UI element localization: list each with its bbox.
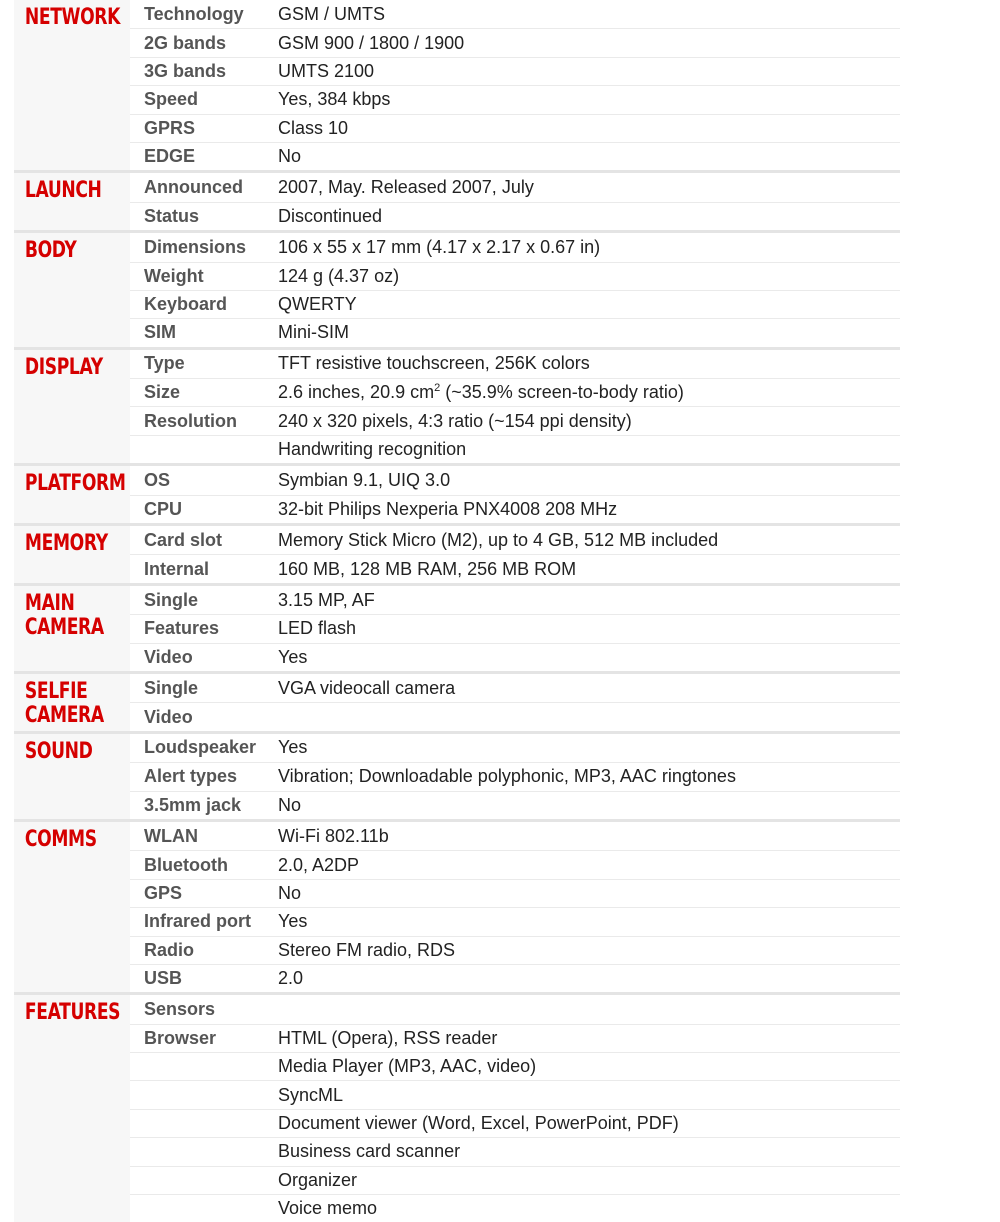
spec-row: [130, 614, 900, 642]
spec-key: Radio: [144, 939, 195, 960]
spec-row: [130, 85, 900, 113]
spec-key: Single: [144, 589, 199, 610]
spec-row: [130, 0, 900, 28]
spec-value-superscript: 2: [434, 382, 441, 395]
spec-value: UMTS 2100: [278, 60, 375, 81]
spec-section: [14, 731, 900, 819]
spec-section: [14, 463, 900, 523]
spec-row: [130, 114, 900, 142]
spec-section: [14, 170, 900, 230]
spec-value-text-after: (~35.9% screen-to-body ratio): [440, 382, 684, 403]
section-label: MAIN CAMERA: [24, 590, 104, 640]
spec-row: [130, 350, 900, 378]
spec-rows: [130, 734, 900, 819]
spec-value: GSM / UMTS: [278, 3, 385, 24]
spec-value: 2.0: [278, 968, 304, 989]
spec-value: Class 10: [278, 117, 349, 138]
spec-rows: [130, 586, 900, 671]
spec-key: Alert types: [144, 766, 238, 787]
spec-key: Resolution: [144, 410, 237, 431]
spec-value: TFT resistive touchscreen, 256K colors: [278, 353, 590, 374]
spec-row: [130, 406, 900, 434]
spec-value: Yes: [278, 911, 308, 932]
spec-value: Business card scanner: [278, 1141, 461, 1162]
spec-value: No: [278, 146, 302, 167]
spec-section: [14, 819, 900, 992]
spec-key: Announced: [144, 177, 243, 198]
spec-value: Yes: [278, 737, 308, 758]
spec-value: Mini-SIM: [278, 322, 349, 343]
spec-value: LED flash: [278, 618, 357, 639]
spec-section: [14, 671, 900, 731]
spec-row: [130, 1137, 900, 1165]
spec-key: GPRS: [144, 117, 196, 138]
spec-value: HTML (Opera), RSS reader: [278, 1027, 498, 1048]
spec-value: 160 MB, 128 MB RAM, 256 MB ROM: [278, 558, 577, 579]
spec-key: 2G bands: [144, 32, 227, 53]
spec-value: Discontinued: [278, 205, 383, 226]
spec-row: [130, 1109, 900, 1137]
spec-value: Voice memo: [278, 1198, 378, 1219]
spec-row: [130, 495, 900, 523]
spec-rows: [130, 526, 900, 583]
specs-table: [14, 0, 900, 1222]
spec-row: [130, 907, 900, 935]
spec-row: [130, 879, 900, 907]
spec-rows: [130, 822, 900, 992]
spec-rows: [130, 350, 900, 464]
section-label: SOUND: [24, 738, 93, 764]
spec-row: [130, 702, 900, 730]
spec-row: [130, 262, 900, 290]
spec-row: [130, 173, 900, 201]
spec-row: [130, 554, 900, 582]
spec-row: [130, 57, 900, 85]
spec-row: [130, 233, 900, 261]
spec-key: Type: [144, 353, 185, 374]
section-label: BODY: [24, 238, 77, 264]
spec-key: WLAN: [144, 825, 198, 846]
spec-value: 124 g (4.37 oz): [278, 265, 400, 286]
section-label: MEMORY: [24, 531, 108, 557]
spec-value: QWERTY: [278, 294, 357, 315]
spec-value: Handwriting recognition: [278, 439, 467, 460]
spec-key: Loudspeaker: [144, 737, 257, 758]
spec-rows: [130, 0, 900, 170]
spec-row: [130, 734, 900, 762]
spec-key: USB: [144, 968, 183, 989]
spec-value: No: [278, 882, 302, 903]
spec-value: Symbian 9.1, UIQ 3.0: [278, 469, 451, 490]
spec-rows: [130, 466, 900, 523]
spec-row: [130, 674, 900, 702]
spec-key: GPS: [144, 882, 183, 903]
spec-value: 32-bit Philips Nexperia PNX4008 208 MHz: [278, 498, 618, 519]
section-label: NETWORK: [24, 5, 121, 30]
spec-value: [278, 382, 900, 403]
spec-row: [130, 435, 900, 463]
spec-value: VGA videocall camera: [278, 677, 456, 698]
spec-row: [130, 643, 900, 671]
spec-row: [130, 822, 900, 850]
spec-key: CPU: [144, 498, 183, 519]
spec-row: [130, 290, 900, 318]
spec-key: 3.5mm jack: [144, 794, 242, 815]
spec-value: Wi-Fi 802.11b: [278, 825, 389, 846]
spec-rows: [130, 995, 900, 1222]
spec-section: [14, 230, 900, 347]
spec-rows: [130, 233, 900, 347]
spec-section: [14, 0, 900, 170]
spec-key: Features: [144, 618, 220, 639]
spec-value: 3.15 MP, AF: [278, 589, 375, 610]
spec-row: [130, 202, 900, 230]
spec-section: [14, 583, 900, 671]
spec-row: [130, 850, 900, 878]
spec-key: Status: [144, 205, 200, 226]
spec-row: [130, 964, 900, 992]
spec-row: [130, 1080, 900, 1108]
spec-value: 240 x 320 pixels, 4:3 ratio (~154 ppi density): [278, 410, 632, 431]
spec-row: [130, 1166, 900, 1194]
section-label: DISPLAY: [24, 354, 103, 380]
spec-value: 106 x 55 x 17 mm (4.17 x 2.17 x 0.67 in): [278, 236, 601, 257]
spec-row: [130, 586, 900, 614]
spec-key: 3G bands: [144, 60, 227, 81]
spec-section: [14, 523, 900, 583]
spec-key: Single: [144, 677, 199, 698]
spec-row: [130, 1052, 900, 1080]
section-label: PLATFORM: [24, 471, 126, 497]
spec-value: GSM 900 / 1800 / 1900: [278, 32, 465, 53]
spec-value: Organizer: [278, 1169, 358, 1190]
spec-value: Media Player (MP3, AAC, video): [278, 1056, 537, 1077]
spec-key: Sensors: [144, 998, 216, 1019]
spec-value: 2.0, A2DP: [278, 854, 360, 875]
spec-section: [14, 992, 900, 1222]
spec-key: Dimensions: [144, 236, 247, 257]
spec-section: [14, 347, 900, 464]
spec-row: [130, 1194, 900, 1222]
spec-key: Keyboard: [144, 294, 228, 315]
spec-key: SIM: [144, 322, 177, 343]
spec-key: Infrared port: [144, 911, 252, 932]
spec-key: OS: [144, 469, 171, 490]
spec-key: Speed: [144, 89, 199, 110]
spec-key: EDGE: [144, 146, 196, 167]
spec-key: Bluetooth: [144, 854, 228, 875]
spec-key: Browser: [144, 1027, 217, 1048]
spec-key: Video: [144, 706, 193, 727]
spec-row: [130, 28, 900, 56]
section-label: FEATURES: [24, 1000, 121, 1026]
spec-row: [130, 995, 900, 1023]
spec-key: Video: [144, 646, 193, 667]
spec-key: Card slot: [144, 529, 223, 550]
spec-value: Document viewer (Word, Excel, PowerPoint, PDF): [278, 1113, 679, 1134]
spec-rows: [130, 173, 900, 230]
spec-value: Yes, 384 kbps: [278, 89, 391, 110]
spec-key: Technology: [144, 3, 244, 24]
spec-row: [130, 378, 900, 406]
spec-key: Weight: [144, 265, 204, 286]
spec-row: [130, 466, 900, 494]
spec-row: [130, 526, 900, 554]
spec-value: No: [278, 794, 302, 815]
section-label: COMMS: [24, 826, 97, 852]
spec-row: [130, 791, 900, 819]
spec-value: 2007, May. Released 2007, July: [278, 177, 534, 198]
spec-value: Yes: [278, 646, 308, 667]
spec-row: [130, 318, 900, 346]
spec-value-text: 2.6 inches, 20.9 cm: [278, 382, 435, 403]
spec-value: SyncML: [278, 1084, 344, 1105]
spec-key: Size: [144, 382, 181, 403]
spec-value: Stereo FM radio, RDS: [278, 939, 456, 960]
section-label: LAUNCH: [24, 178, 102, 204]
spec-value: Vibration; Downloadable polyphonic, MP3, AAC ringtones: [278, 766, 736, 787]
section-label: SELFIE CAMERA: [24, 678, 104, 728]
spec-row: [130, 936, 900, 964]
spec-row: [130, 142, 900, 170]
spec-row: [130, 762, 900, 790]
spec-value: Memory Stick Micro (M2), up to 4 GB, 512 MB included: [278, 529, 719, 550]
spec-row: [130, 1024, 900, 1052]
spec-rows: [130, 674, 900, 731]
spec-key: Internal: [144, 558, 210, 579]
